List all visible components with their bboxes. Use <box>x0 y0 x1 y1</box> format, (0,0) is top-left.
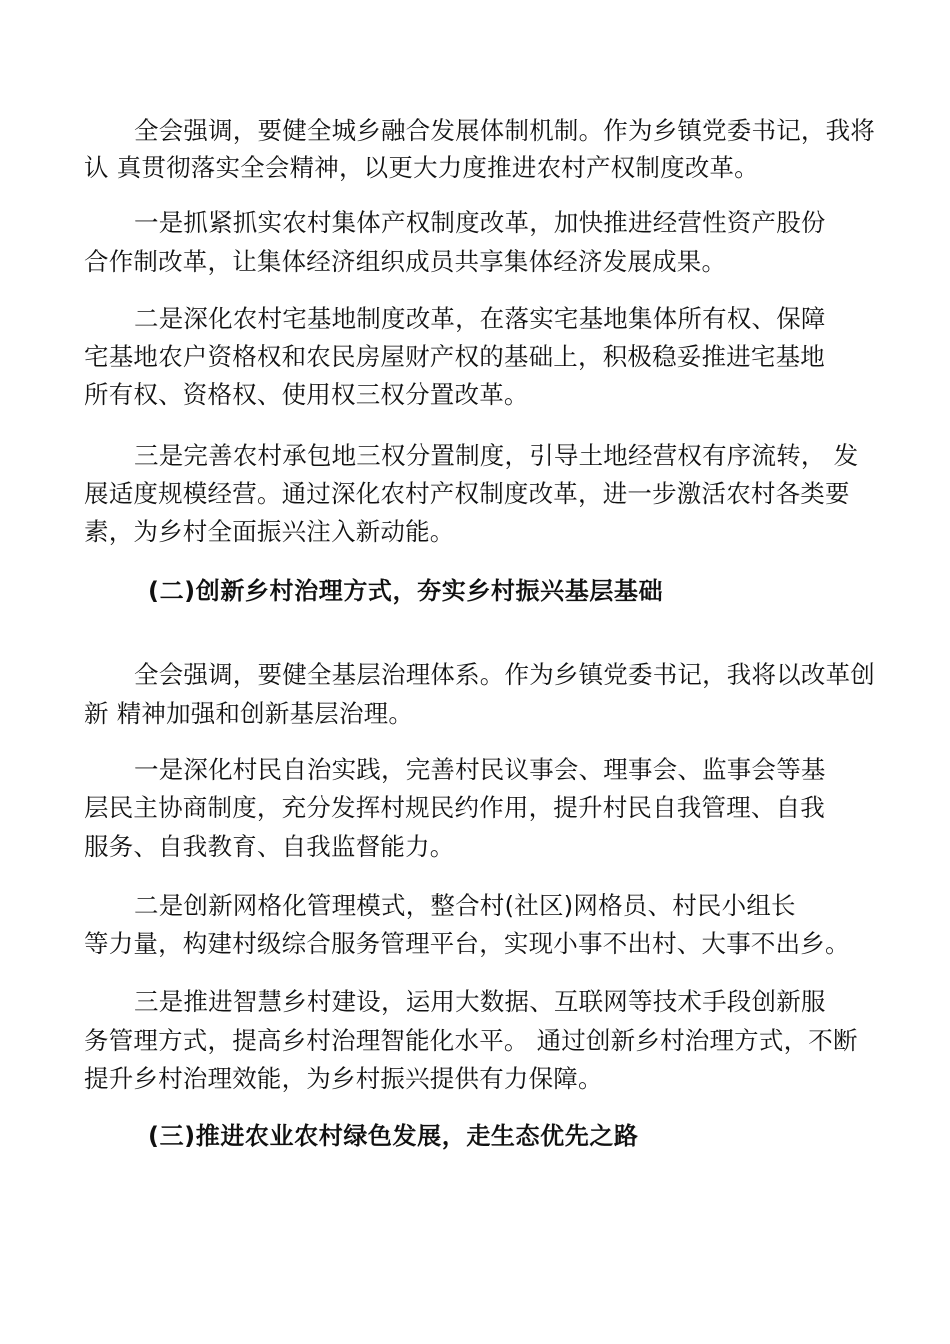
section-heading-3: (三)推进农业农村绿色发展，走生态优先之路 <box>148 1122 639 1150</box>
paragraph-1-line-1: 全会强调，要健全城乡融合发展体制机制。作为乡镇党委书记，我将 <box>134 116 875 145</box>
paragraph-3-line-3: 所有权、资格权、使用权三权分置改革。 <box>84 380 529 409</box>
paragraph-3-line-2: 宅基地农户资格权和农民房屋财产权的基础上，积极稳妥推进宅基地 <box>84 342 825 371</box>
paragraph-6-line-2: 层民主协商制度，充分发挥村规民约作用，提升村民自我管理、自我 <box>84 793 825 822</box>
paragraph-2-line-2: 合作制改革，让集体经济组织成员共享集体经济发展成果。 <box>84 247 727 276</box>
paragraph-1-line-2: 认 真贯彻落实全会精神，以更大力度推进农村产权制度改革。 <box>84 153 759 182</box>
paragraph-3-line-1: 二是深化农村宅基地制度改革，在落实宅基地集体所有权、保障 <box>134 304 826 333</box>
paragraph-4-line-2: 展适度规模经营。通过深化农村产权制度改革，进一步激活农村各类要 <box>84 479 850 508</box>
paragraph-2-line-1: 一是抓紧抓实农村集体产权制度改革，加快推进经营性资产股份 <box>134 208 826 237</box>
paragraph-6-line-1: 一是深化村民自治实践，完善村民议事会、理事会、监事会等基 <box>134 755 826 784</box>
paragraph-7-line-1: 二是创新网格化管理模式，整合村(社区)网格员、村民小组长 <box>134 891 796 920</box>
paragraph-5-line-1: 全会强调，要健全基层治理体系。作为乡镇党委书记，我将以改革创 <box>134 660 875 689</box>
section-heading-2: (二)创新乡村治理方式，夯实乡村振兴基层基础 <box>148 577 664 605</box>
paragraph-8-line-2: 务管理方式，提高乡村治理智能化水平。 通过创新乡村治理方式，不断 <box>84 1026 858 1055</box>
paragraph-8-line-1: 三是推进智慧乡村建设，运用大数据、互联网等技术手段创新服 <box>134 987 826 1016</box>
paragraph-4-line-3: 素，为乡村全面振兴注入新动能。 <box>84 517 455 546</box>
paragraph-5-line-2: 新 精神加强和创新基层治理。 <box>84 699 414 728</box>
paragraph-7-line-2: 等力量，构建村级综合服务管理平台，实现小事不出村、大事不出乡。 <box>84 929 850 958</box>
paragraph-4-line-1: 三是完善农村承包地三权分置制度，引导土地经营权有序流转， 发 <box>134 441 859 470</box>
paragraph-6-line-3: 服务、自我教育、自我监督能力。 <box>84 832 455 861</box>
paragraph-8-line-3: 提升乡村治理效能，为乡村振兴提供有力保障。 <box>84 1064 603 1093</box>
